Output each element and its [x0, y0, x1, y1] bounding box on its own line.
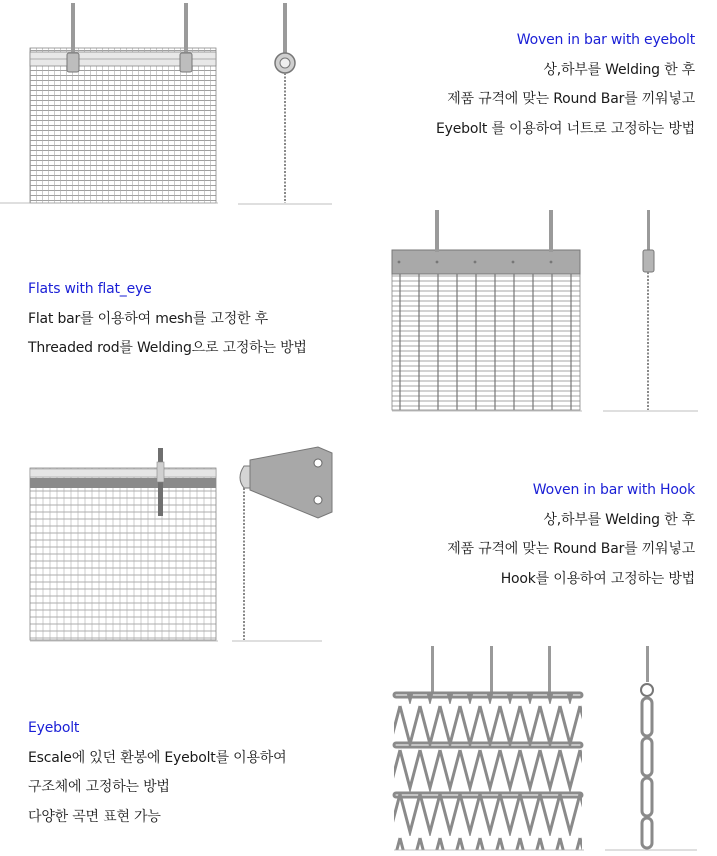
section-woven-hook-text [447, 476, 695, 594]
section-flats-flat-eye-text [28, 275, 307, 364]
section-eyebolt-text [28, 714, 286, 832]
section-title: Eyebolt [28, 720, 80, 736]
section-title: Woven in bar with Hook [532, 482, 695, 498]
section-title: Flats with flat_eye [28, 281, 152, 297]
section-line: 상,하부를 Welding 한 후 [543, 511, 695, 528]
section-line: Eyebolt 를 이용하여 너트로 고정하는 방법 [436, 120, 695, 137]
section-line: Hook를 이용하여 고정하는 방법 [500, 570, 695, 587]
section-line: 구조체에 고정하는 방법 [28, 779, 170, 795]
section-line: 상,하부를 Welding 한 후 [543, 61, 695, 78]
section-woven-eyebolt-text [436, 26, 695, 144]
section-line: Flat bar를 이용하여 mesh를 고정한 후 [28, 310, 268, 327]
section-line: 제품 규격에 맞는 Round Bar를 끼워넣고 [447, 541, 695, 557]
section-line: Threaded rod를 Welding으로 고정하는 방법 [28, 340, 307, 356]
section-line: 제품 규격에 맞는 Round Bar를 끼워넣고 [447, 91, 695, 107]
section-line: 다양한 곡면 표현 가능 [28, 808, 161, 825]
section-line: Escale에 있던 환봉에 Eyebolt를 이용하여 [28, 749, 287, 766]
section-title: Woven in bar with eyebolt [516, 32, 695, 48]
